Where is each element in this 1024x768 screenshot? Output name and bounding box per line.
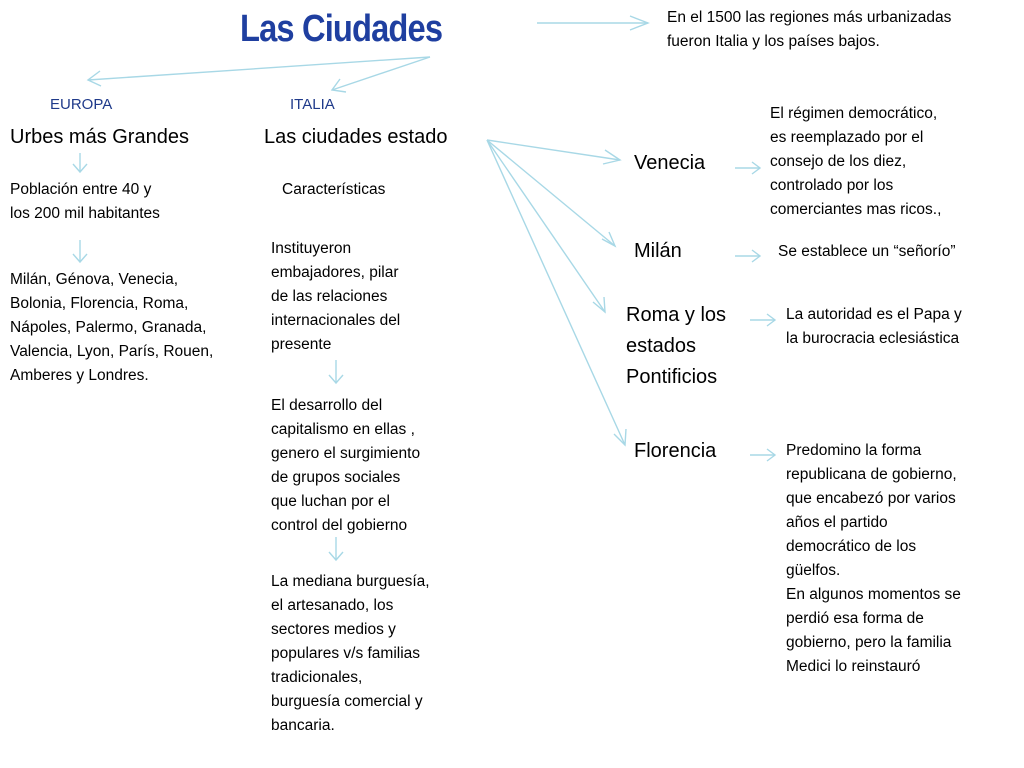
- arrow-to-florencia: [487, 140, 625, 445]
- text-line: gobierno, pero la familia: [786, 634, 952, 651]
- text-line: El régimen democrático,: [770, 105, 938, 122]
- text-line: La autoridad es el Papa y: [786, 306, 962, 323]
- text-line: Pontificios: [626, 366, 718, 388]
- italia-subheading: Características: [282, 181, 386, 198]
- text-line: En algunos momentos se: [786, 586, 961, 603]
- roma-note: [786, 303, 962, 351]
- text-line: embajadores, pilar: [271, 264, 399, 281]
- text-line: sectores medios y: [271, 621, 396, 638]
- text-line: perdió esa forma de: [786, 610, 924, 627]
- text-line: internacionales del: [271, 312, 401, 329]
- text-line: control del gobierno: [271, 517, 408, 534]
- italia-point-2: [271, 394, 420, 538]
- text-line: años el partido: [786, 514, 888, 531]
- europa-label: EUROPA: [50, 96, 113, 113]
- europa-cities: [10, 268, 213, 388]
- text-line: Roma y los: [626, 304, 727, 326]
- text-line: Predomino la forma: [786, 442, 922, 459]
- europa-heading: Urbes más Grandes: [10, 126, 189, 148]
- milan-note: [778, 240, 956, 264]
- text-line: Milán, Génova, Venecia,: [10, 271, 179, 288]
- intro-note: [667, 6, 951, 54]
- text-line: es reemplazado por el: [770, 129, 924, 146]
- venecia-note: [770, 102, 941, 222]
- arrowhead: [603, 150, 620, 164]
- text-line: el artesanado, los: [271, 597, 394, 614]
- text-line: consejo de los diez,: [770, 153, 907, 170]
- italia-point-1: [271, 237, 400, 357]
- text-line: genero el surgimiento: [271, 445, 421, 462]
- text-line: Población entre 40 y: [10, 181, 152, 198]
- europa-population: [10, 178, 160, 226]
- arrowhead: [88, 71, 101, 86]
- text-line: tradicionales,: [271, 669, 363, 686]
- text-line: presente: [271, 336, 332, 353]
- text-line: populares v/s familias: [271, 645, 421, 662]
- text-line: Se establece un “señorío”: [778, 243, 956, 260]
- text-line: estados: [626, 335, 697, 357]
- text-line: de las relaciones: [271, 288, 388, 305]
- arrow-title-to-europa: [88, 57, 430, 80]
- state-venecia: Venecia: [634, 152, 706, 174]
- text-line: comerciantes mas ricos.,: [770, 201, 942, 218]
- arrow-to-roma: [487, 140, 605, 312]
- text-line: la burocracia eclesiástica: [786, 330, 960, 347]
- page-title: Las Ciudades: [240, 8, 443, 50]
- text-line: de grupos sociales: [271, 469, 401, 486]
- text-line: Nápoles, Palermo, Granada,: [10, 319, 207, 336]
- intro-note-line: En el 1500 las regiones más urbanizadas: [667, 9, 952, 26]
- italia-heading: Las ciudades estado: [264, 126, 448, 148]
- text-line: bancaria.: [271, 717, 335, 734]
- text-line: controlado por los: [770, 177, 894, 194]
- state-milan: Milán: [634, 240, 682, 262]
- text-line: Valencia, Lyon, París, Rouen,: [10, 343, 214, 360]
- italia-point-3: [271, 570, 430, 738]
- text-line: El desarrollo del: [271, 397, 383, 414]
- state-roma: [626, 300, 726, 393]
- text-line: La mediana burguesía,: [271, 573, 430, 590]
- intro-note-line: fueron Italia y los países bajos.: [667, 33, 880, 50]
- text-line: democrático de los: [786, 538, 917, 555]
- text-line: güelfos.: [786, 562, 841, 579]
- text-line: que encabezó por varios: [786, 490, 956, 507]
- florencia-note: [786, 439, 961, 679]
- arrowhead: [593, 297, 605, 312]
- text-line: Instituyeron: [271, 240, 352, 257]
- text-line: Medici lo reinstauró: [786, 658, 921, 675]
- text-line: que luchan por el: [271, 493, 390, 510]
- text-line: Amberes y Londres.: [10, 367, 149, 384]
- state-florencia: Florencia: [634, 440, 717, 462]
- text-line: burguesía comercial y: [271, 693, 423, 710]
- text-line: los 200 mil habitantes: [10, 205, 160, 222]
- text-line: Bolonia, Florencia, Roma,: [10, 295, 189, 312]
- text-line: capitalismo en ellas ,: [271, 421, 415, 438]
- text-line: republicana de gobierno,: [786, 466, 957, 483]
- italia-label: ITALIA: [290, 96, 335, 113]
